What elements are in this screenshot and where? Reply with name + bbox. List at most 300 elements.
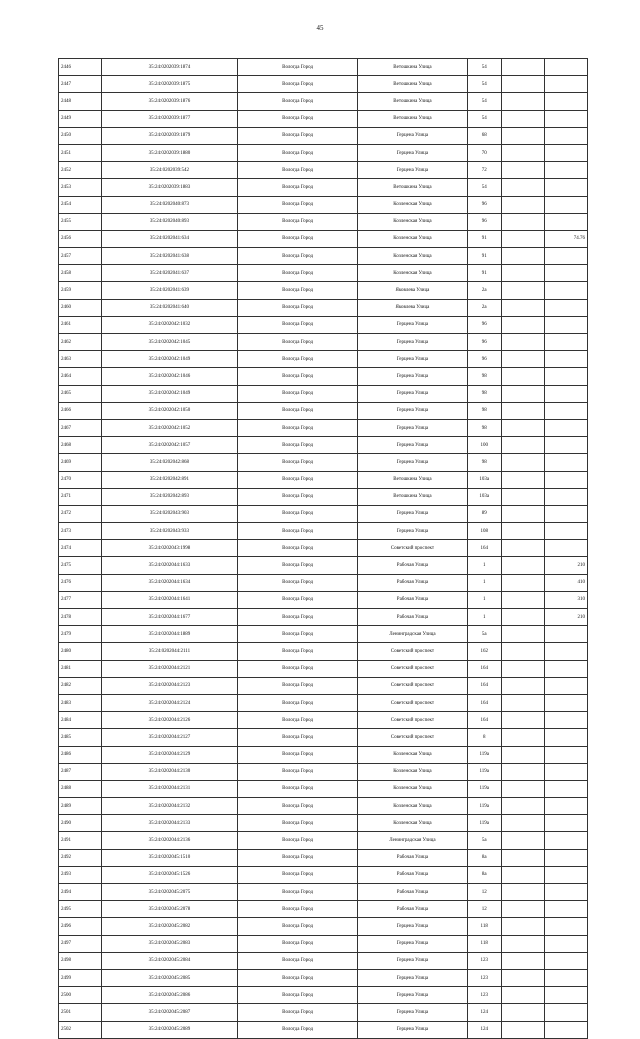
extra-cell-1: [501, 76, 544, 93]
area-cell: [544, 952, 587, 969]
cadastral-number-cell: 35:24:0202039:1883: [102, 179, 238, 196]
row-number-cell: 2486: [59, 746, 102, 763]
area-cell: [544, 746, 587, 763]
city-cell: Вологда Город: [237, 815, 357, 832]
row-number-cell: 2494: [59, 884, 102, 901]
street-cell: Козленская Улица: [358, 196, 467, 213]
house-number-cell: 98: [467, 368, 501, 385]
row-number-cell: 2483: [59, 694, 102, 711]
row-number-cell: 2481: [59, 660, 102, 677]
area-cell: [544, 162, 587, 179]
street-cell: Герцена Улица: [358, 162, 467, 179]
cadastral-number-cell: 35:24:0202041:638: [102, 248, 238, 265]
city-cell: Вологда Город: [237, 677, 357, 694]
area-cell: [544, 523, 587, 540]
row-number-cell: 2491: [59, 832, 102, 849]
house-number-cell: 98: [467, 402, 501, 419]
extra-cell-1: [501, 351, 544, 368]
area-cell: [544, 849, 587, 866]
row-number-cell: 2455: [59, 213, 102, 230]
house-number-cell: 96: [467, 213, 501, 230]
extra-cell-1: [501, 798, 544, 815]
city-cell: Вологда Город: [237, 144, 357, 161]
cadastral-number-cell: 35:24:0202041:637: [102, 265, 238, 282]
street-cell: Советский проспект: [358, 540, 467, 557]
area-cell: [544, 368, 587, 385]
area-cell: [544, 660, 587, 677]
table-row: [59, 557, 588, 574]
extra-cell-1: [501, 144, 544, 161]
area-cell: [544, 884, 587, 901]
area-cell: [544, 144, 587, 161]
extra-cell-1: [501, 248, 544, 265]
house-number-cell: 54: [467, 110, 501, 127]
cadastral-number-cell: 35:24:0202041:640: [102, 299, 238, 316]
table-row: [59, 969, 588, 986]
row-number-cell: 2459: [59, 282, 102, 299]
house-number-cell: 164: [467, 694, 501, 711]
extra-cell-1: [501, 763, 544, 780]
table-row: [59, 162, 588, 179]
extra-cell-1: [501, 746, 544, 763]
extra-cell-1: [501, 609, 544, 626]
table-row: [59, 815, 588, 832]
house-number-cell: 98: [467, 454, 501, 471]
table-row: [59, 643, 588, 660]
row-number-cell: 2450: [59, 127, 102, 144]
extra-cell-1: [501, 987, 544, 1004]
area-cell: [544, 385, 587, 402]
registry-table: [58, 58, 588, 1039]
area-cell: [544, 677, 587, 694]
table-row: [59, 1021, 588, 1038]
street-cell: Рабочая Улица: [358, 884, 467, 901]
city-cell: Вологда Город: [237, 334, 357, 351]
table-row: [59, 196, 588, 213]
table-row: [59, 918, 588, 935]
city-cell: Вологда Город: [237, 523, 357, 540]
house-number-cell: 98: [467, 385, 501, 402]
city-cell: Вологда Город: [237, 609, 357, 626]
table-row: [59, 505, 588, 522]
cadastral-number-cell: 35:24:0202042:1052: [102, 419, 238, 436]
house-number-cell: 8а: [467, 849, 501, 866]
street-cell: Козленская Улица: [358, 815, 467, 832]
extra-cell-1: [501, 162, 544, 179]
area-cell: [544, 179, 587, 196]
house-number-cell: 96: [467, 196, 501, 213]
row-number-cell: 2499: [59, 969, 102, 986]
row-number-cell: 2477: [59, 591, 102, 608]
extra-cell-1: [501, 299, 544, 316]
extra-cell-1: [501, 626, 544, 643]
area-cell: [544, 299, 587, 316]
street-cell: Герцена Улица: [358, 935, 467, 952]
extra-cell-1: [501, 385, 544, 402]
extra-cell-1: [501, 437, 544, 454]
table-row: [59, 213, 588, 230]
city-cell: Вологда Город: [237, 626, 357, 643]
cadastral-number-cell: 35:24:0202045:2089: [102, 1021, 238, 1038]
row-number-cell: 2446: [59, 59, 102, 76]
extra-cell-1: [501, 59, 544, 76]
area-cell: [544, 110, 587, 127]
row-number-cell: 2480: [59, 643, 102, 660]
area-cell: [544, 918, 587, 935]
city-cell: Вологда Город: [237, 471, 357, 488]
row-number-cell: 2475: [59, 557, 102, 574]
street-cell: Козленская Улица: [358, 746, 467, 763]
city-cell: Вологда Город: [237, 454, 357, 471]
row-number-cell: 2489: [59, 798, 102, 815]
house-number-cell: 12: [467, 884, 501, 901]
city-cell: Вологда Город: [237, 918, 357, 935]
cadastral-number-cell: 35:24:0202044:2131: [102, 780, 238, 797]
street-cell: Герцена Улица: [358, 1021, 467, 1038]
table-row: [59, 987, 588, 1004]
cadastral-number-cell: 35:24:0202044:1633: [102, 557, 238, 574]
cadastral-number-cell: 35:24:0202045:2082: [102, 918, 238, 935]
table-row: [59, 110, 588, 127]
cadastral-number-cell: 35:24:0202044:2126: [102, 712, 238, 729]
city-cell: Вологда Город: [237, 969, 357, 986]
table-row: [59, 179, 588, 196]
street-cell: Советский проспект: [358, 677, 467, 694]
extra-cell-1: [501, 694, 544, 711]
cadastral-number-cell: 35:24:0202045:2085: [102, 969, 238, 986]
row-number-cell: 2457: [59, 248, 102, 265]
row-number-cell: 2454: [59, 196, 102, 213]
cadastral-number-cell: 35:24:0202045:2084: [102, 952, 238, 969]
city-cell: Вологда Город: [237, 712, 357, 729]
table-row: [59, 299, 588, 316]
area-cell: [544, 540, 587, 557]
house-number-cell: 164: [467, 540, 501, 557]
cadastral-number-cell: 35:24:0202042:1049: [102, 351, 238, 368]
house-number-cell: 119а: [467, 780, 501, 797]
area-cell: [544, 987, 587, 1004]
city-cell: Вологда Город: [237, 935, 357, 952]
cadastral-number-cell: 35:24:0202045:2078: [102, 901, 238, 918]
city-cell: Вологда Город: [237, 76, 357, 93]
extra-cell-1: [501, 523, 544, 540]
area-cell: [544, 643, 587, 660]
house-number-cell: 70: [467, 144, 501, 161]
extra-cell-1: [501, 591, 544, 608]
extra-cell-1: [501, 265, 544, 282]
row-number-cell: 2451: [59, 144, 102, 161]
cadastral-number-cell: 35:24:0202044:2129: [102, 746, 238, 763]
street-cell: Герцена Улица: [358, 334, 467, 351]
city-cell: Вологда Город: [237, 110, 357, 127]
row-number-cell: 2466: [59, 402, 102, 419]
extra-cell-1: [501, 780, 544, 797]
table-row: [59, 144, 588, 161]
house-number-cell: 119а: [467, 746, 501, 763]
table-row: [59, 248, 588, 265]
row-number-cell: 2467: [59, 419, 102, 436]
table-row: [59, 884, 588, 901]
area-cell: [544, 729, 587, 746]
street-cell: Козленская Улица: [358, 230, 467, 247]
house-number-cell: 1: [467, 591, 501, 608]
table-row: [59, 763, 588, 780]
street-cell: Герцена Улица: [358, 368, 467, 385]
cadastral-number-cell: 35:24:0202044:2133: [102, 815, 238, 832]
street-cell: Ветошкина Улица: [358, 179, 467, 196]
street-cell: Герцена Улица: [358, 127, 467, 144]
city-cell: Вологда Город: [237, 746, 357, 763]
cadastral-number-cell: 35:24:0202044:2130: [102, 763, 238, 780]
city-cell: Вологда Город: [237, 591, 357, 608]
city-cell: Вологда Город: [237, 282, 357, 299]
extra-cell-1: [501, 884, 544, 901]
street-cell: Козленская Улица: [358, 248, 467, 265]
extra-cell-1: [501, 402, 544, 419]
row-number-cell: 2497: [59, 935, 102, 952]
cadastral-number-cell: 35:24:0202039:1880: [102, 144, 238, 161]
cadastral-number-cell: 35:24:0202042:1049: [102, 385, 238, 402]
row-number-cell: 2476: [59, 574, 102, 591]
row-number-cell: 2502: [59, 1021, 102, 1038]
city-cell: Вологда Город: [237, 987, 357, 1004]
extra-cell-1: [501, 660, 544, 677]
cadastral-number-cell: 35:24:0202041:634: [102, 230, 238, 247]
house-number-cell: 8: [467, 729, 501, 746]
area-cell: [544, 76, 587, 93]
area-cell: [544, 694, 587, 711]
extra-cell-1: [501, 901, 544, 918]
area-cell: [544, 265, 587, 282]
city-cell: Вологда Город: [237, 419, 357, 436]
house-number-cell: 164: [467, 712, 501, 729]
city-cell: Вологда Город: [237, 1021, 357, 1038]
table-row: [59, 488, 588, 505]
row-number-cell: 2492: [59, 849, 102, 866]
street-cell: Козленская Улица: [358, 265, 467, 282]
house-number-cell: 96: [467, 316, 501, 333]
row-number-cell: 2485: [59, 729, 102, 746]
area-cell: [544, 935, 587, 952]
area-cell: [544, 832, 587, 849]
area-cell: [544, 402, 587, 419]
cadastral-number-cell: 35:24:0202039:542: [102, 162, 238, 179]
house-number-cell: 68: [467, 127, 501, 144]
house-number-cell: 12: [467, 901, 501, 918]
table-row: [59, 316, 588, 333]
city-cell: Вологда Город: [237, 557, 357, 574]
city-cell: Вологда Город: [237, 265, 357, 282]
row-number-cell: 2501: [59, 1004, 102, 1021]
row-number-cell: 2496: [59, 918, 102, 935]
extra-cell-1: [501, 557, 544, 574]
cadastral-number-cell: 35:24:0202045:1526: [102, 866, 238, 883]
street-cell: Герцена Улица: [358, 454, 467, 471]
street-cell: Герцена Улица: [358, 952, 467, 969]
cadastral-number-cell: 35:24:0202043:1998: [102, 540, 238, 557]
cadastral-number-cell: 35:24:0202044:2127: [102, 729, 238, 746]
street-cell: Яковлева Улица: [358, 299, 467, 316]
street-cell: Ветошкина Улица: [358, 93, 467, 110]
area-cell: [544, 866, 587, 883]
city-cell: Вологда Город: [237, 952, 357, 969]
cadastral-number-cell: 35:24:0202045:2087: [102, 1004, 238, 1021]
city-cell: Вологда Город: [237, 437, 357, 454]
area-cell: [544, 626, 587, 643]
extra-cell-1: [501, 488, 544, 505]
city-cell: Вологда Город: [237, 59, 357, 76]
row-number-cell: 2495: [59, 901, 102, 918]
extra-cell-1: [501, 969, 544, 986]
area-cell: [544, 59, 587, 76]
area-cell: [544, 334, 587, 351]
extra-cell-1: [501, 419, 544, 436]
area-cell: [544, 437, 587, 454]
area-cell: [544, 969, 587, 986]
city-cell: Вологда Город: [237, 368, 357, 385]
table-row: [59, 935, 588, 952]
extra-cell-1: [501, 230, 544, 247]
city-cell: Вологда Город: [237, 798, 357, 815]
table-row: [59, 660, 588, 677]
house-number-cell: 103а: [467, 471, 501, 488]
table-row: [59, 523, 588, 540]
row-number-cell: 2487: [59, 763, 102, 780]
extra-cell-1: [501, 93, 544, 110]
house-number-cell: 8а: [467, 866, 501, 883]
city-cell: Вологда Город: [237, 849, 357, 866]
house-number-cell: 91: [467, 265, 501, 282]
cadastral-number-cell: 35:24:0202042:891: [102, 471, 238, 488]
cadastral-number-cell: 35:24:0202042:1032: [102, 316, 238, 333]
area-cell: [544, 127, 587, 144]
city-cell: Вологда Город: [237, 93, 357, 110]
area-cell: 210: [544, 557, 587, 574]
area-cell: [544, 196, 587, 213]
street-cell: Советский проспект: [358, 643, 467, 660]
street-cell: Яковлева Улица: [358, 282, 467, 299]
row-number-cell: 2484: [59, 712, 102, 729]
row-number-cell: 2472: [59, 505, 102, 522]
city-cell: Вологда Город: [237, 866, 357, 883]
house-number-cell: 118: [467, 935, 501, 952]
house-number-cell: 96: [467, 351, 501, 368]
cadastral-number-cell: 35:24:0202042:1050: [102, 402, 238, 419]
extra-cell-1: [501, 316, 544, 333]
area-cell: [544, 780, 587, 797]
street-cell: Советский проспект: [358, 729, 467, 746]
table-row: [59, 265, 588, 282]
extra-cell-1: [501, 282, 544, 299]
row-number-cell: 2462: [59, 334, 102, 351]
extra-cell-1: [501, 935, 544, 952]
house-number-cell: 164: [467, 677, 501, 694]
city-cell: Вологда Город: [237, 230, 357, 247]
street-cell: Герцена Улица: [358, 437, 467, 454]
house-number-cell: 96: [467, 334, 501, 351]
street-cell: Герцена Улица: [358, 419, 467, 436]
area-cell: 210: [544, 609, 587, 626]
table-row: [59, 729, 588, 746]
extra-cell-1: [501, 729, 544, 746]
city-cell: Вологда Город: [237, 316, 357, 333]
street-cell: Герцена Улица: [358, 1004, 467, 1021]
city-cell: Вологда Город: [237, 162, 357, 179]
cadastral-number-cell: 35:24:0202045:2086: [102, 987, 238, 1004]
cadastral-number-cell: 35:24:0202040:873: [102, 196, 238, 213]
table-row: [59, 282, 588, 299]
row-number-cell: 2474: [59, 540, 102, 557]
cadastral-number-cell: 35:24:0202044:2132: [102, 798, 238, 815]
row-number-cell: 2463: [59, 351, 102, 368]
area-cell: [544, 282, 587, 299]
house-number-cell: 2а: [467, 299, 501, 316]
city-cell: Вологда Город: [237, 213, 357, 230]
city-cell: Вологда Город: [237, 402, 357, 419]
table-row: [59, 866, 588, 883]
house-number-cell: 162: [467, 643, 501, 660]
cadastral-number-cell: 35:24:0202040:893: [102, 213, 238, 230]
cadastral-number-cell: 35:24:0202044:1641: [102, 591, 238, 608]
extra-cell-1: [501, 213, 544, 230]
row-number-cell: 2464: [59, 368, 102, 385]
street-cell: Козленская Улица: [358, 213, 467, 230]
house-number-cell: 54: [467, 59, 501, 76]
table-row: [59, 230, 588, 247]
street-cell: Герцена Улица: [358, 385, 467, 402]
cadastral-number-cell: 35:24:0202045:2075: [102, 884, 238, 901]
house-number-cell: 89: [467, 505, 501, 522]
street-cell: Рабочая Улица: [358, 849, 467, 866]
extra-cell-1: [501, 127, 544, 144]
table-row: [59, 454, 588, 471]
house-number-cell: 72: [467, 162, 501, 179]
table-row: [59, 609, 588, 626]
row-number-cell: 2470: [59, 471, 102, 488]
extra-cell-1: [501, 196, 544, 213]
row-number-cell: 2471: [59, 488, 102, 505]
house-number-cell: 1: [467, 609, 501, 626]
street-cell: Рабочая Улица: [358, 591, 467, 608]
row-number-cell: 2448: [59, 93, 102, 110]
row-number-cell: 2488: [59, 780, 102, 797]
row-number-cell: 2449: [59, 110, 102, 127]
table-row: [59, 402, 588, 419]
house-number-cell: 5а: [467, 626, 501, 643]
city-cell: Вологда Город: [237, 196, 357, 213]
street-cell: Советский проспект: [358, 660, 467, 677]
cadastral-number-cell: 35:24:0202044:2111: [102, 643, 238, 660]
city-cell: Вологда Город: [237, 901, 357, 918]
row-number-cell: 2456: [59, 230, 102, 247]
table-row: [59, 780, 588, 797]
table-row: [59, 952, 588, 969]
city-cell: Вологда Город: [237, 763, 357, 780]
house-number-cell: 108: [467, 523, 501, 540]
street-cell: Герцена Улица: [358, 987, 467, 1004]
extra-cell-1: [501, 866, 544, 883]
house-number-cell: 91: [467, 248, 501, 265]
cadastral-number-cell: 35:24:0202039:1876: [102, 93, 238, 110]
city-cell: Вологда Город: [237, 694, 357, 711]
house-number-cell: 103а: [467, 488, 501, 505]
extra-cell-1: [501, 334, 544, 351]
area-cell: [544, 419, 587, 436]
house-number-cell: 164: [467, 660, 501, 677]
table-row: [59, 351, 588, 368]
extra-cell-1: [501, 1021, 544, 1038]
area-cell: [544, 248, 587, 265]
